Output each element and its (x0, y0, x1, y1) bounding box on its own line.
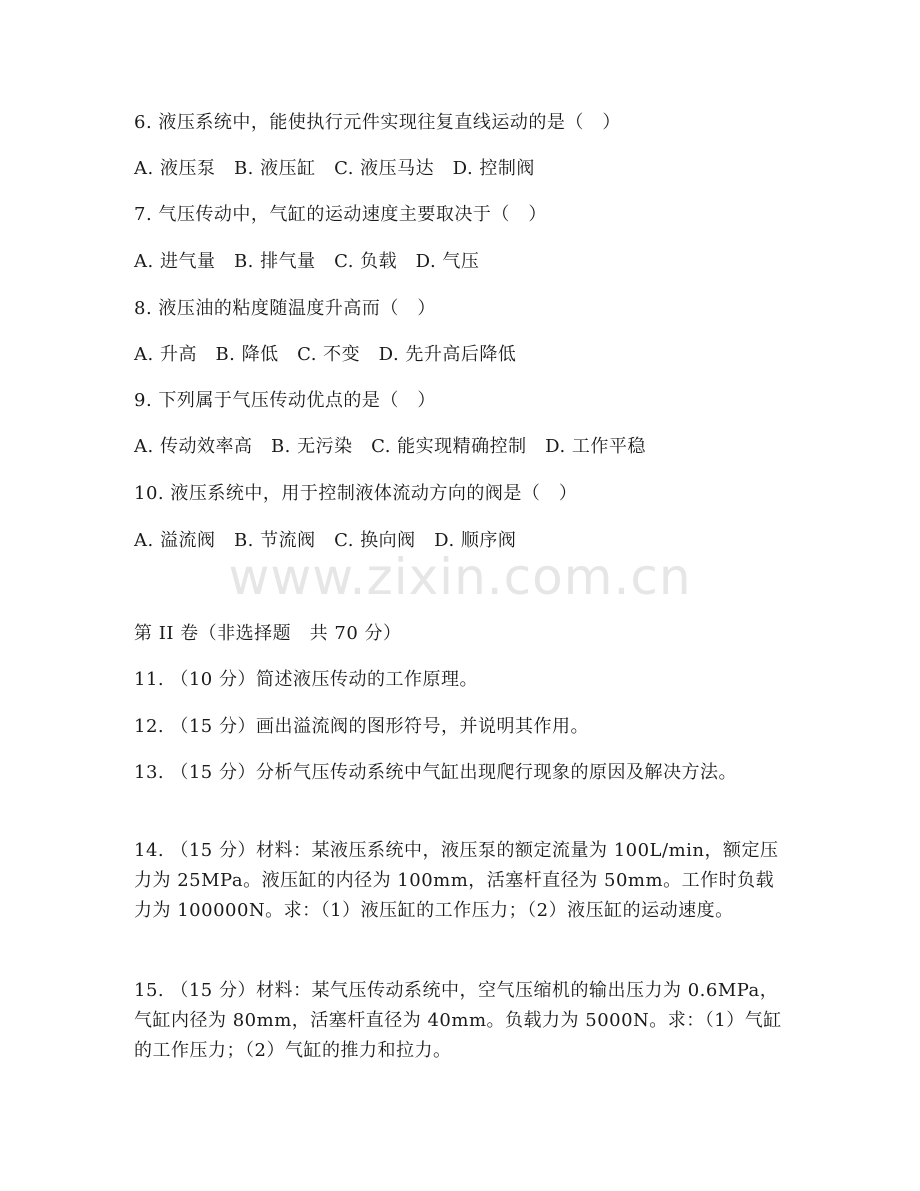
question-10-options: A. 溢流阀 B. 节流阀 C. 换向阀 D. 顺序阀 (134, 530, 517, 551)
question-12: 12. （15 分）画出溢流阀的图形符号，并说明其作用。 (134, 716, 589, 737)
question-7: 7. 气压传动中，气缸的运动速度主要取决于（ ） (134, 204, 547, 225)
question-11: 11. （10 分）简述液压传动的工作原理。 (134, 669, 478, 690)
question-13: 13. （15 分）分析气压传动系统中气缸出现爬行现象的原因及解决方法。 (134, 762, 737, 783)
question-7-options: A. 进气量 B. 排气量 C. 负载 D. 气压 (134, 251, 480, 272)
question-9-options: A. 传动效率高 B. 无污染 C. 能实现精确控制 D. 工作平稳 (134, 436, 646, 457)
question-14: 14. （15 分）材料：某液压系统中，液压泵的额定流量为 100L/min，额定压力为 25MPa。液压缸的内径为 100mm，活塞杆直径为 50mm。工作时负载力为 100000N。求：（1）液压缸的工作压力；（2）液压缸的运动速度。 (134, 840, 779, 921)
question-6-options: A. 液压泵 B. 液压缸 C. 液压马达 D. 控制阀 (134, 158, 535, 179)
watermark: www.zixin.com.cn (228, 548, 692, 606)
question-15: 15. （15 分）材料：某气压传动系统中，空气压缩机的输出压力为 0.6MPa，气缸内径为 80mm，活塞杆直径为 40mm。负载力为 5000N。求：（1）气缸的工作压力；（2）气缸的推力和拉力。 (134, 980, 782, 1061)
question-10: 10. 液压系统中，用于控制液体流动方向的阀是（ ） (134, 483, 578, 504)
question-6: 6. 液压系统中，能使执行元件实现往复直线运动的是（ ） (134, 112, 621, 133)
section-2-title: 第 II 卷（非选择题 共 70 分） (134, 623, 402, 644)
question-8: 8. 液压油的粘度随温度升高而（ ） (134, 298, 436, 319)
question-8-options: A. 升高 B. 降低 C. 不变 D. 先升高后降低 (134, 344, 517, 365)
question-9: 9. 下列属于气压传动优点的是（ ） (134, 390, 436, 411)
